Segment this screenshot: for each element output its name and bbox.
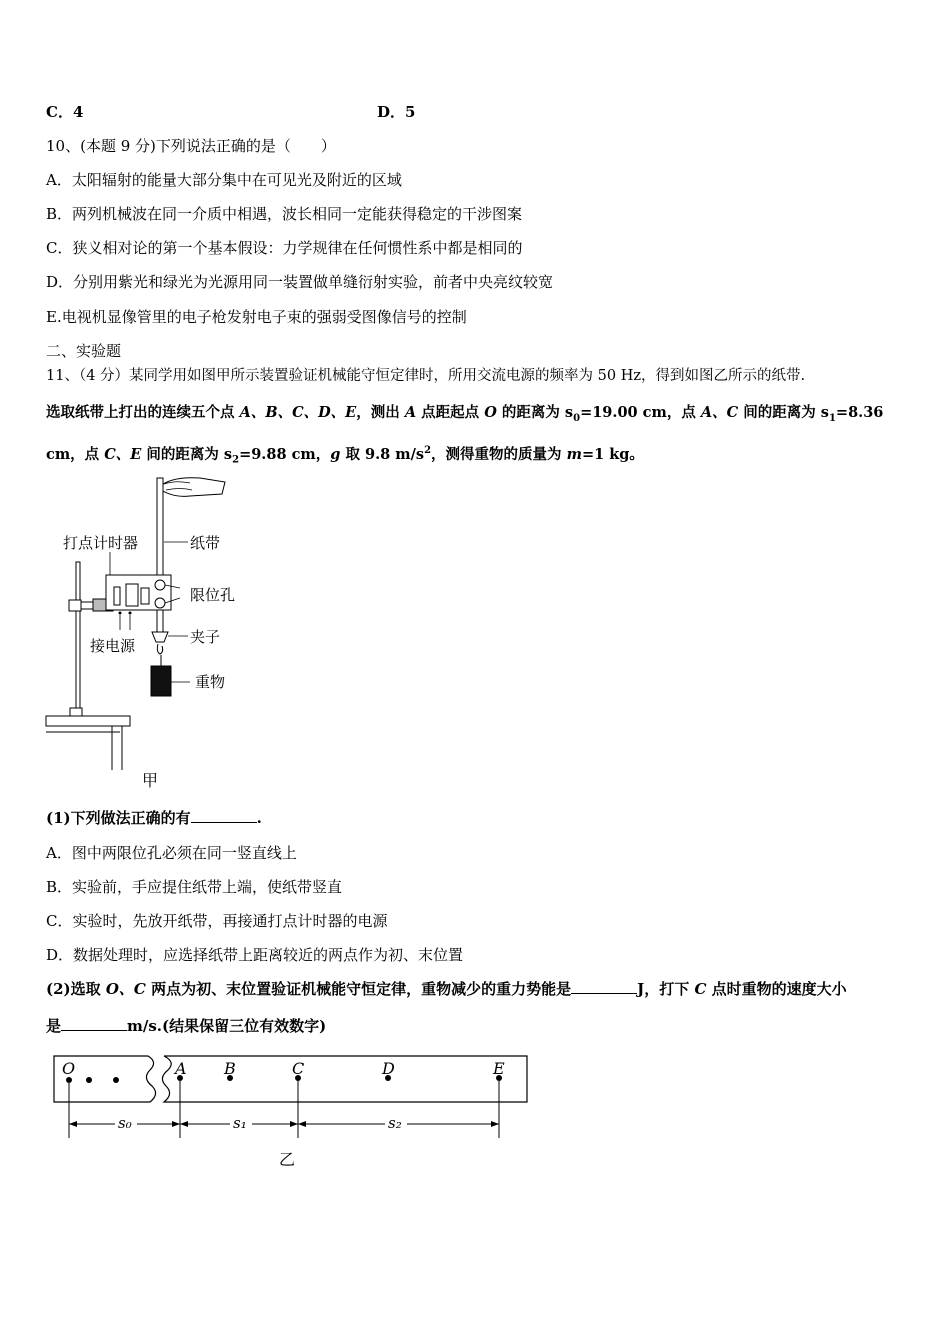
point-d-label: D (382, 1059, 395, 1078)
prev-option-c: C．4 (46, 103, 84, 121)
q11-point-c: C (694, 980, 707, 998)
q11-text: 间的距离为 s (738, 404, 829, 421)
q11-line2 (46, 403, 883, 429)
q10-option-c: C．狭义相对论的第一个基本假设：力学规律在任何惯性系中都是相同的 (46, 239, 523, 257)
q11-sub0: 0 (573, 412, 581, 424)
label-s1: s₁ (233, 1114, 247, 1132)
caption-yi: 乙 (279, 1150, 296, 1169)
q11-text: m/s.(结果保留三位有效数字) (127, 1017, 327, 1035)
q11-sub2: 2 (232, 454, 240, 466)
hand-icon (158, 478, 225, 497)
q10-option-b: B．两列机械波在同一介质中相遇，波长相同一定能获得稳定的干涉图案 (46, 205, 523, 223)
point-dot (86, 1077, 92, 1083)
q11-text: ，测出 (356, 404, 405, 421)
q10-option-a: A．太阳辐射的能量大部分集中在可见光及附近的区域 (46, 171, 402, 189)
caption-jia: 甲 (142, 771, 159, 790)
q11-line3 (46, 441, 644, 471)
stand-pole (76, 562, 80, 710)
q11-sub1-option-c: C．实验时，先放开纸带，再接通打点计时器的电源 (46, 912, 388, 930)
figure-apparatus (40, 470, 270, 795)
q11-text: 两点为初、末位置验证机械能守恒定律，重物减少的重力势能是 (145, 980, 572, 998)
q11-line1-text: 某同学用如图甲所示装置验证机械能守恒定律时，所用交流电源的频率为 50 Hz，得到如图乙所示的纸带. (129, 368, 806, 384)
point-dot (113, 1077, 119, 1083)
weight-block (151, 666, 171, 696)
q11-text: 点距起点 (416, 404, 485, 421)
q11-text: 选取纸带上打出的连续五个点 (46, 404, 240, 421)
q11-text: 的距离为 s (496, 404, 574, 421)
answer-blank-3[interactable] (61, 1016, 127, 1031)
label-power: 接电源 (90, 637, 136, 655)
point-o-label: O (62, 1059, 76, 1078)
q11-score: （4 分） (78, 368, 130, 384)
q11-m: m (566, 445, 582, 463)
q11-text: 取 9.8 m/s (340, 445, 425, 463)
label-weight: 重物 (195, 673, 226, 691)
answer-blank-2[interactable] (571, 979, 637, 994)
q11-sup: 2 (424, 445, 432, 456)
label-clip: 夹子 (190, 628, 221, 646)
clip (152, 632, 168, 642)
label-tape: 纸带 (190, 534, 221, 552)
q11-text: 间的距离为 s (141, 445, 233, 463)
q11-point-o: O (484, 404, 497, 421)
q10-option-e: E.电视机显像管里的电子枪发射电子束的强弱受图像信号的控制 (46, 308, 467, 326)
figure-tape (40, 1050, 540, 1175)
q11-sub1-option-d: D．数据处理时，应选择纸带上距离较近的两点作为初、末位置 (46, 946, 464, 964)
q11-number: 11、 (46, 368, 79, 384)
q11-text: =19.00 cm，点 (580, 404, 701, 421)
prev-option-d: D．5 (377, 103, 416, 121)
q10-stem-text: (本题 9 分)下列说法正确的是（ ） (80, 137, 336, 155)
answer-blank-1[interactable] (191, 808, 257, 823)
point-b-label: B (224, 1059, 236, 1078)
q11-sub1: 1 (828, 412, 836, 424)
q11-text: J，打下 (637, 980, 695, 998)
q11-text: 点时重物的速度大小 (706, 980, 847, 998)
q10-option-d: D．分别用紫光和绿光为光源用同一装置做单缝衍射实验，前者中央亮纹较宽 (46, 273, 554, 291)
q11-points-ce: C、E (104, 445, 142, 463)
q11-text: 是 (46, 1017, 62, 1035)
q11-text: (2)选取 (46, 980, 106, 998)
section-heading: 二、实验题 (46, 342, 122, 360)
q11-text: cm，点 (46, 445, 105, 463)
point-c-label: C (292, 1059, 305, 1078)
label-s2: s₂ (388, 1114, 402, 1132)
label-timer: 打点计时器 (63, 534, 139, 552)
q11-g: g (330, 445, 341, 463)
q11-sub1 (46, 808, 262, 828)
q11-text: =1 kg。 (581, 445, 644, 463)
label-hole: 限位孔 (190, 586, 236, 604)
q11-sub1-option-a: A．图中两限位孔必须在同一竖直线上 (46, 844, 297, 862)
q11-points-ac: A、C (700, 404, 739, 421)
point-e-label: E (493, 1059, 505, 1078)
label-s0: s₀ (118, 1114, 132, 1132)
q11-text: ，测得重物的质量为 (431, 445, 567, 463)
q11-point-a: A (404, 404, 417, 421)
q11-text: =9.88 cm， (239, 445, 331, 463)
q10-stem (46, 136, 336, 156)
q11-sub2-line1 (46, 979, 847, 999)
q11-sub2-line2 (46, 1016, 326, 1036)
q10-number: 10、 (46, 137, 81, 155)
q11-line1 (46, 366, 805, 386)
point-a-label: A (175, 1059, 187, 1078)
q11-text: =8.36 (835, 404, 884, 421)
paper-tape (157, 478, 163, 636)
q11-sub1-text: (1)下列做法正确的有 (46, 809, 191, 827)
q11-sub1-option-b: B．实验前，手应提住纸带上端，使纸带竖直 (46, 878, 343, 896)
q11-points-oc: O、C (105, 980, 146, 998)
stand-base (46, 716, 130, 726)
q11-points: A、B、C、D、E (239, 404, 357, 421)
q11-sub1-end: . (256, 809, 262, 827)
